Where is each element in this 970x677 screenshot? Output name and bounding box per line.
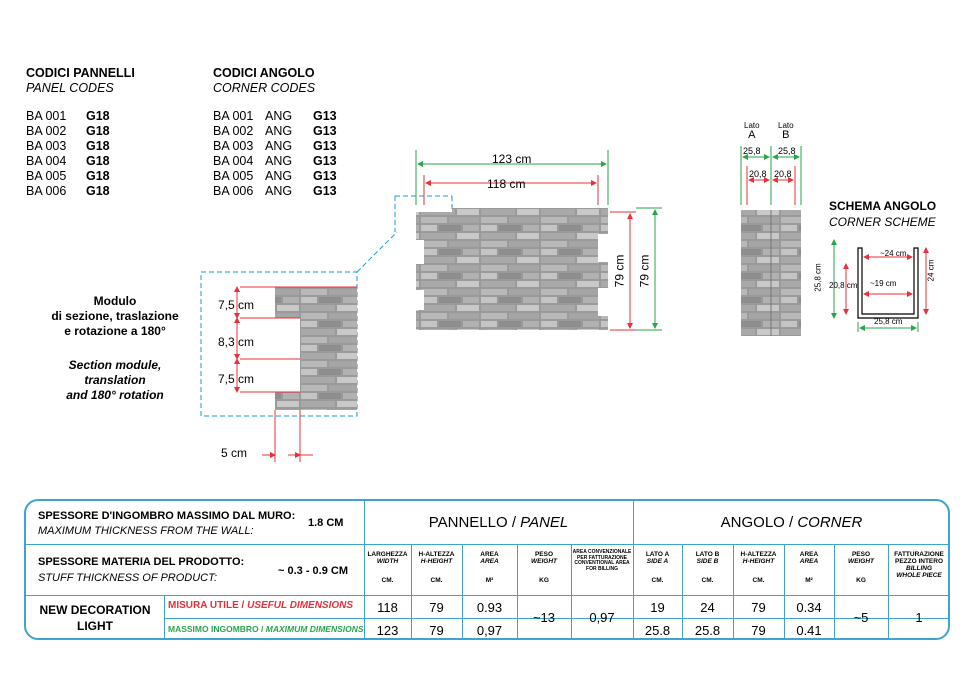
corner-section-title: ANGOLO / CORNER	[720, 514, 863, 531]
section-module	[201, 196, 452, 462]
thickness-product-en: STUFF THICKNESS OF PRODUCT:	[38, 572, 218, 584]
module-dim-4: 5 cm	[221, 446, 248, 460]
col-weight: PESO WEIGHT KG	[531, 551, 557, 584]
panel-code-row: BA 005 G18	[26, 169, 110, 183]
panel-code-row: BA 006 G18	[26, 184, 110, 198]
col-corner-area: AREA AREA M²	[799, 551, 819, 584]
spec-table	[24, 499, 950, 640]
max-dimensions-label: MASSIMO INGOMBRO / MAXIMUM DIMENSIONS	[168, 624, 364, 634]
panel-weight: ~13	[532, 610, 556, 625]
lato-b-label: Lato B	[778, 121, 794, 141]
col-side-a: LATO A SIDE A CM.	[645, 551, 670, 584]
corner-code-row: BA 003 ANG G13	[213, 139, 337, 153]
scheme-bottom: 25,8 cm	[874, 317, 903, 326]
thickness-wall-en: MAXIMUM THICKNESS FROM THE WALL:	[38, 525, 254, 537]
module-it-line1: Modulo	[93, 294, 137, 308]
module-dim-1: 7,5 cm	[218, 298, 255, 312]
panel-billing: 0,97	[589, 610, 615, 625]
module-dim-2: 8,3 cm	[218, 335, 255, 349]
corner-weight: ~5	[853, 610, 869, 625]
useful-side-b: 24	[700, 600, 715, 615]
corner-outer-a: 25,8	[743, 146, 761, 156]
corner-code-row: BA 004 ANG G13	[213, 154, 337, 168]
thickness-wall-value: 1.8 CM	[308, 517, 344, 529]
lato-a-label: Lato A	[744, 121, 760, 141]
panel-height-inner: 79 cm	[612, 254, 627, 288]
panel-drawing	[416, 150, 662, 330]
scheme-right: 24 cm	[926, 259, 936, 282]
corner-code-row: BA 006 ANG G13	[213, 184, 337, 198]
corner-outer-b: 25,8	[778, 146, 796, 156]
panel-code-row: BA 003 G18	[26, 139, 110, 153]
panel-code-row: BA 002 G18	[26, 124, 110, 138]
corner-code-row: BA 001 ANG G13	[213, 109, 337, 123]
module-en-line2: translation	[84, 373, 146, 387]
corner-scheme-title: SCHEMA ANGOLO	[829, 199, 937, 213]
max-side-a: 25.8	[644, 623, 671, 638]
useful-height: 79	[429, 600, 444, 615]
col-corner-weight: PESO WEIGHT KG	[848, 551, 874, 584]
panel-codes-subtitle: PANEL CODES	[26, 81, 114, 95]
scheme-left-outer: 25,8 cm	[813, 263, 823, 292]
col-corner-billing: FATTURAZIONE PEZZO INTERO BILLING WHOLE PIECE	[894, 551, 944, 579]
module-en-line3: and 180° rotation	[66, 388, 164, 402]
max-width: 123	[376, 623, 399, 638]
useful-area: 0.93	[476, 600, 503, 615]
module-it-line2: di sezione, traslazione	[51, 309, 179, 323]
module-it-line3: e rotazione a 180°	[64, 324, 166, 338]
corner-scheme-subtitle: CORNER SCHEME	[829, 215, 936, 229]
thickness-wall-it: SPESSORE D'INGOMBRO MASSIMO DAL MURO:	[38, 510, 296, 522]
col-area: AREA AREA M²	[480, 551, 499, 584]
corner-codes-subtitle: CORNER CODES	[213, 81, 316, 95]
max-area: 0,97	[476, 623, 503, 638]
corner-inner-b: 20,8	[774, 169, 792, 179]
useful-corner-height: 79	[751, 600, 766, 615]
col-corner-height: H-ALTEZZA H-HEIGHT CM.	[740, 551, 777, 584]
module-dim-3: 7,5 cm	[218, 372, 255, 386]
panel-section-title: PANNELLO / PANEL	[428, 514, 569, 531]
col-height: H-ALTEZZA H-HEIGHT CM.	[418, 551, 455, 584]
col-billing-area: AREA CONVENZIONALE PER FATTURAZIONE CONVENTIONAL AREA FOR BILLING	[572, 549, 632, 572]
scheme-top: ~24 cm	[880, 249, 907, 258]
corner-codes-title: CODICI ANGOLO	[213, 66, 315, 80]
module-en-line1: Section module,	[68, 358, 162, 372]
col-side-b: LATO B SIDE B CM.	[695, 551, 720, 584]
useful-dimensions-label: MISURA UTILE / USEFUL DIMENSIONS	[168, 600, 354, 611]
product-name: NEW DECORATION LIGHT	[39, 603, 151, 633]
thickness-product-value: ~ 0.3 - 0.9 CM	[278, 565, 349, 577]
panel-outer-width: 123 cm	[492, 152, 532, 166]
useful-width: 118	[377, 600, 398, 615]
max-height: 79	[429, 623, 444, 638]
corner-code-row: BA 002 ANG G13	[213, 124, 337, 138]
corner-code-row: BA 005 ANG G13	[213, 169, 337, 183]
useful-side-a: 19	[650, 600, 665, 615]
panel-code-row: BA 004 G18	[26, 154, 110, 168]
useful-corner-area: 0.34	[796, 600, 822, 615]
corner-billing: 1	[915, 610, 923, 625]
panel-codes-title: CODICI PANNELLI	[26, 66, 135, 80]
thickness-product-it: SPESSORE MATERIA DEL PRODOTTO:	[38, 556, 245, 568]
max-corner-area: 0.41	[796, 623, 822, 638]
panel-code-row: BA 001 G18	[26, 109, 110, 123]
col-width: LARGHEZZA WIDTH CM.	[367, 551, 408, 584]
panel-height-outer: 79 cm	[637, 254, 652, 288]
scheme-mid: ~19 cm	[870, 279, 897, 288]
max-corner-height: 79	[751, 623, 766, 638]
scheme-left-inner: 20,8 cm	[829, 281, 858, 290]
corner-inner-a: 20,8	[749, 169, 767, 179]
max-side-b: 25.8	[694, 623, 721, 638]
panel-inner-width: 118 cm	[487, 177, 526, 191]
